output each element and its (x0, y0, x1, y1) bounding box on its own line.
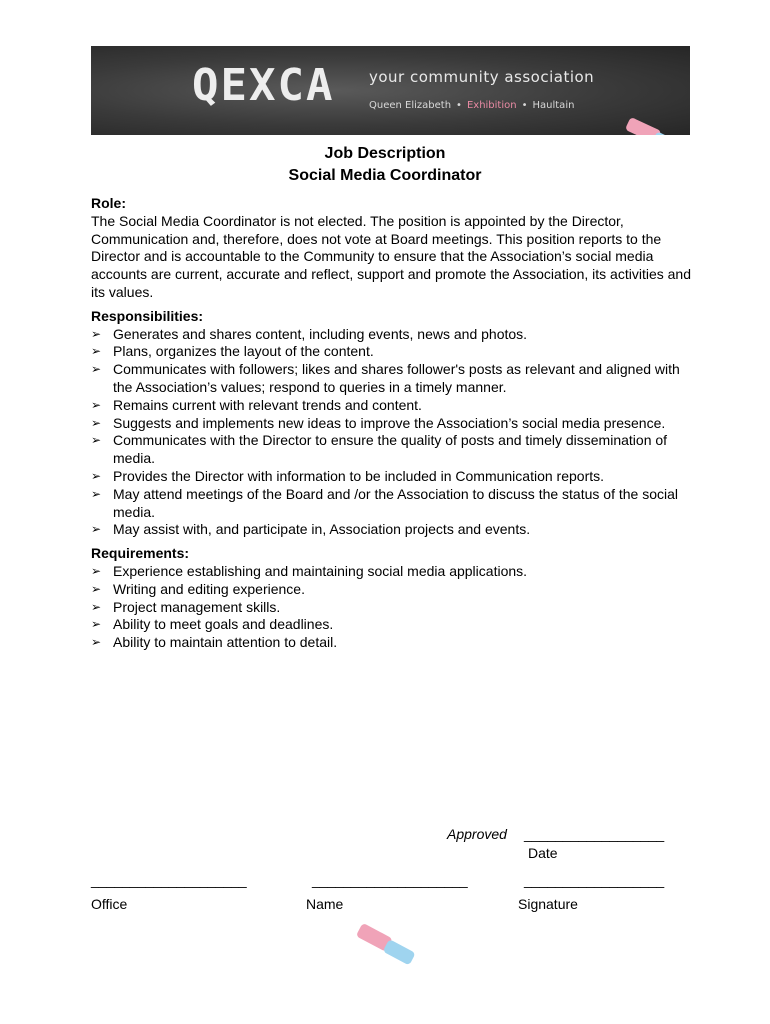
list-item (91, 616, 691, 634)
arrow-bullet-icon: ➢ (91, 362, 102, 377)
list-item (91, 581, 691, 599)
arrow-bullet-icon: ➢ (91, 326, 102, 341)
list-item (91, 599, 691, 617)
arrow-bullet-icon: ➢ (91, 599, 102, 614)
approved-label: Approved (447, 826, 507, 842)
list-item (91, 415, 691, 433)
document-title: Job Description (324, 145, 446, 162)
arrow-bullet-icon: ➢ (91, 486, 102, 501)
office-line[interactable]: ____________________ (91, 872, 247, 888)
list-item-text: Project management skills. (113, 598, 281, 615)
approved-date-line[interactable]: __________________ (524, 826, 665, 842)
tagline: your community association (369, 68, 595, 86)
list-item-text: Experience establishing and maintaining social media applications. (113, 562, 528, 579)
arrow-bullet-icon: ➢ (91, 397, 102, 412)
chalk-icon (350, 920, 420, 975)
list-item (91, 343, 691, 361)
list-item (91, 432, 691, 468)
list-item (91, 326, 691, 344)
list-item-text: Communicates with followers; likes and shares follower's posts as relevant and aligned with the Association’s values; respond to queries in a timely manner. (113, 361, 680, 395)
responsibilities-heading: Responsibilities: (91, 307, 204, 324)
signature-label: Signature (518, 896, 578, 912)
list-item-text: Plans, organizes the layout of the content. (113, 343, 374, 360)
list-item-text: May attend meetings of the Board and /or the Association to discuss the status of the social media. (113, 485, 678, 520)
list-item-text: Ability to meet goals and deadlines. (113, 616, 334, 633)
list-item (91, 563, 691, 581)
list-item (91, 397, 691, 415)
list-item-text: Generates and shares content, including events, news and photos. (113, 325, 528, 342)
list-item-text: Ability to maintain attention to detail. (113, 634, 338, 651)
position-title: Social Media Coordinator (288, 167, 482, 184)
arrow-bullet-icon: ➢ (91, 433, 102, 448)
list-item (91, 486, 691, 522)
list-item (91, 468, 691, 486)
separator: • (456, 100, 462, 111)
role-text: The Social Media Coordinator is not elected. The position is appointed by the Director, Communication and, therefore, does not vote at Board meetings. This position reports to the Director and is accountable to the Community to ensure that the Association’s social media accounts are current, accurate and reflect, support and promote the Association, its activities and its values. (91, 212, 691, 300)
places-line (369, 100, 574, 111)
arrow-bullet-icon: ➢ (91, 344, 102, 359)
place-exhibition: Exhibition (466, 100, 517, 111)
list-item (91, 634, 691, 652)
logo: QEXCA (192, 60, 335, 111)
list-item (91, 521, 691, 539)
arrow-bullet-icon: ➢ (91, 522, 102, 537)
chalk-icon (617, 118, 687, 135)
signature-line[interactable]: __________________ (524, 872, 665, 888)
separator: • (521, 100, 528, 111)
arrow-bullet-icon: ➢ (91, 563, 102, 578)
arrow-bullet-icon: ➢ (91, 617, 102, 632)
list-item-text: May assist with, and participate in, Association projects and events. (113, 521, 531, 538)
role-heading: Role: (91, 195, 126, 211)
list-item-text: Writing and editing experience. (113, 580, 305, 597)
list-item-text: Remains current with relevant trends and content. (113, 396, 422, 413)
arrow-bullet-icon: ➢ (91, 468, 102, 483)
requirements-list (91, 563, 691, 652)
place-haultain: Haultain (532, 100, 575, 111)
place-queen-elizabeth: Queen Elizabeth (369, 100, 452, 111)
name-line[interactable]: ____________________ (312, 872, 468, 888)
header-banner (91, 46, 690, 135)
list-item (91, 361, 691, 397)
requirements-heading: Requirements: (91, 545, 190, 562)
arrow-bullet-icon: ➢ (91, 415, 102, 430)
name-label: Name (306, 896, 344, 912)
responsibilities-list (91, 326, 691, 540)
date-label: Date (528, 845, 558, 861)
arrow-bullet-icon: ➢ (91, 581, 102, 596)
list-item-text: Provides the Director with information to be included in Communication reports. (113, 467, 605, 484)
document-body (91, 195, 691, 658)
office-label: Office (91, 896, 128, 912)
list-item-text: Suggests and implements new ideas to improve the Association’s social media presence. (113, 414, 666, 431)
list-item-text: Communicates with the Director to ensure the quality of posts and timely dissemination of media. (113, 432, 668, 467)
arrow-bullet-icon: ➢ (91, 635, 102, 650)
